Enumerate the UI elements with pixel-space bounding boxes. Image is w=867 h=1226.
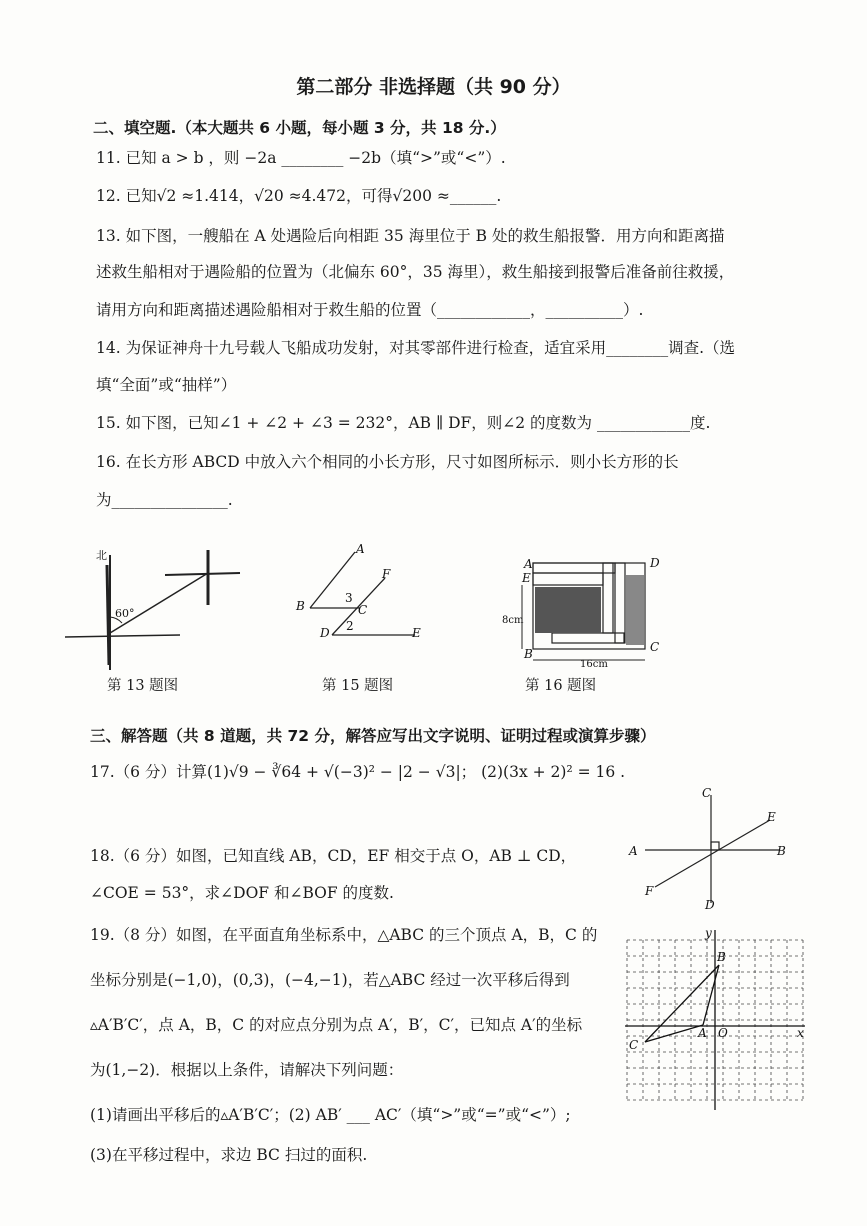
fig16-dim-width: 16cm (580, 659, 608, 670)
figure-15 (290, 540, 440, 650)
fig16-dim-height: 8cm (502, 615, 524, 626)
fig16-label-c: C (650, 640, 660, 654)
section3-heading: 三、解答题（共 8 道题，共 72 分，解答应写出文字说明、证明过程或演算步骤） (90, 727, 656, 745)
question-14-line2: 填“全面”或“抽样”） (96, 376, 237, 394)
fig19-label-o: O (718, 1026, 728, 1040)
question-14-line1: 14. 为保证神舟十九号载人飞船成功发射，对其零部件进行检查，适宜采用________调查.（选 (96, 339, 736, 357)
fig15-label-b: B (296, 599, 305, 613)
question-16-line1: 16. 在长方形 ABCD 中放入六个相同的小长方形，尺寸如图所标示．则小长方形的长 (96, 453, 679, 471)
figure-16 (500, 555, 670, 670)
figure-13 (60, 545, 250, 675)
question-19-line2: 坐标分别是(−1,0)，(0,3)，(−4,−1)，若△ABC 经过一次平移后得到 (90, 971, 570, 989)
fig18-label-e: E (767, 810, 776, 824)
fig13-north-label: 北 (96, 549, 107, 562)
question-16-line2: 为_______________. (96, 491, 233, 509)
fig18-label-f: F (645, 884, 654, 898)
question-19-line3: ▵A′B′C′，点 A，B，C 的对应点分别为点 A′，B′，C′，已知点 A′的坐标 (90, 1016, 583, 1034)
fig13-angle-label: 60° (115, 607, 135, 620)
fig15-label-2: 2 (346, 619, 354, 633)
fig18-label-b: B (777, 844, 786, 858)
fig16-label-a: A (524, 557, 533, 571)
fig16-label-e: E (522, 571, 531, 585)
fig16-caption: 第 16 题图 (525, 678, 597, 694)
fig15-label-a: A (356, 542, 365, 556)
question-19-line5: (1)请画出平移后的▵A′B′C′；(2) AB′ ___ AC′（填“>”或“=”或“<”）; (90, 1106, 571, 1124)
question-13-line2: 述救生船相对于遇险船的位置为（北偏东 60°，35 海里），救生船接到报警后准备前往救援， (96, 263, 735, 281)
fig19-label-c: C (629, 1038, 639, 1052)
fig15-label-e: E (412, 626, 421, 640)
question-13-line3: 请用方向和距离描述遇险船相对于救生船的位置（____________，__________）. (96, 301, 644, 319)
question-19-line6: (3)在平移过程中，求边 BC 扫过的面积. (90, 1146, 368, 1164)
fig19-label-y: y (705, 926, 712, 940)
page-title: 第二部分 非选择题（共 90 分） (296, 76, 571, 98)
question-17: 17.（6 分）计算(1)√9 − ∛64 + √(−3)² − |2 − √3|； (2)(3x + 2)² = 16 . (90, 763, 626, 781)
fig15-label-c: C (358, 603, 368, 617)
fig18-label-a: A (629, 844, 638, 858)
fig15-label-3: 3 (345, 591, 353, 605)
question-13-line1: 13. 如下图，一艘船在 A 处遇险后向相距 35 海里位于 B 处的救生船报警．用方向和距离描 (96, 227, 725, 245)
fig15-label-f: F (382, 567, 391, 581)
fig18-label-c: C (702, 786, 712, 800)
figure-19 (625, 925, 805, 1115)
fig19-label-x: x (797, 1026, 804, 1040)
fig15-caption: 第 15 题图 (322, 678, 394, 694)
question-18-line1: 18.（6 分）如图，已知直线 AB，CD，EF 相交于点 O，AB ⊥ CD， (90, 847, 577, 865)
fig19-label-b: B (717, 950, 726, 964)
question-12: 12. 已知√2 ≈1.414，√20 ≈4.472，可得√200 ≈______. (96, 187, 502, 205)
fig13-caption: 第 13 题图 (107, 678, 179, 694)
fig15-label-d: D (320, 626, 330, 640)
question-19-line4: 为(1,−2)．根据以上条件，请解决下列问题： (90, 1061, 404, 1079)
fig18-label-d: D (705, 898, 715, 912)
figure-18 (625, 785, 795, 910)
fig16-label-b: B (524, 647, 533, 661)
question-15: 15. 如下图，已知∠1 + ∠2 + ∠3 = 232°，AB ∥ DF，则∠2 的度数为 ____________度. (96, 414, 711, 432)
fig19-label-a: A (698, 1026, 707, 1040)
fig16-label-d: D (650, 556, 660, 570)
question-11: 11. 已知 a > b ，则 −2a ________ −2b（填“>”或“<”）. (96, 149, 506, 167)
section2-heading: 二、填空题.（本大题共 6 小题，每小题 3 分，共 18 分.） (93, 119, 506, 137)
question-18-line2: ∠COE = 53°，求∠DOF 和∠BOF 的度数. (90, 884, 394, 902)
question-19-line1: 19.（8 分）如图，在平面直角坐标系中，△ABC 的三个顶点 A，B，C 的 (90, 926, 598, 944)
